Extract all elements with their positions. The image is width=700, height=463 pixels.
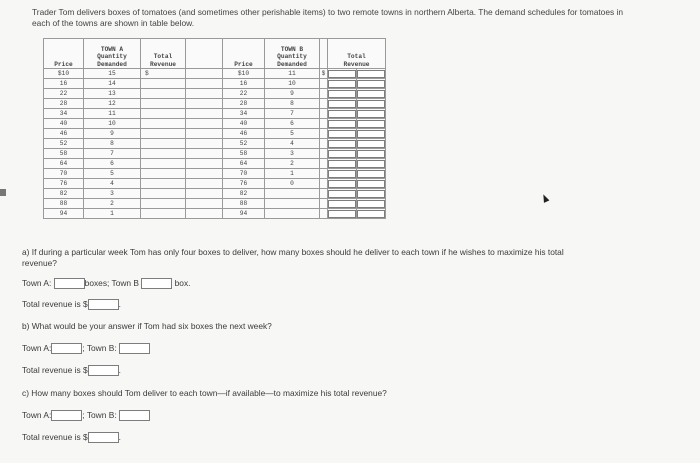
question-b-answer-row: Town A: ; Town B:: [22, 343, 150, 354]
revenue-input[interactable]: [328, 110, 356, 118]
c-total-revenue-input[interactable]: [88, 432, 119, 443]
town-a-demand-table: [43, 38, 224, 219]
price-cell: 22: [223, 89, 265, 99]
revenue-answer-cell[interactable]: [328, 189, 357, 199]
quantity-cell: 8: [265, 99, 320, 109]
revenue-answer-cell[interactable]: [357, 69, 386, 79]
table-row: [44, 159, 224, 169]
table-row: [44, 99, 224, 109]
question-a-answer-row: Town A: boxes; Town B box.: [22, 278, 191, 288]
revenue-cell: [141, 109, 186, 119]
quantity-cell: 4: [265, 139, 320, 149]
price-cell: 94: [44, 209, 84, 219]
quantity-cell: 10: [84, 119, 141, 129]
blank-cell: [186, 179, 224, 189]
dollar-cell: $: [320, 69, 328, 79]
revenue-answer-cell[interactable]: [357, 139, 386, 149]
table-row: [44, 119, 224, 129]
quantity-cell: [265, 209, 320, 219]
revenue-input[interactable]: [328, 100, 356, 108]
price-cell: $10: [44, 69, 84, 79]
revenue-input[interactable]: [328, 210, 356, 218]
revenue-cell: [141, 129, 186, 139]
table-row: [44, 129, 224, 139]
table-row: [44, 79, 224, 89]
table-row: [223, 79, 386, 89]
revenue-input[interactable]: [357, 140, 385, 148]
revenue-cell: [141, 149, 186, 159]
revenue-answer-cell[interactable]: [328, 149, 357, 159]
revenue-cell: $: [141, 69, 186, 79]
price-cell: $10: [223, 69, 265, 79]
price-cell: 58: [223, 149, 265, 159]
table-row: [44, 109, 224, 119]
dollar-cell: [320, 109, 328, 119]
price-cell: 34: [44, 109, 84, 119]
table-row: [223, 119, 386, 129]
price-cell: 46: [223, 129, 265, 139]
dollar-cell: [320, 129, 328, 139]
revenue-input[interactable]: [328, 190, 356, 198]
quantity-cell: 1: [265, 169, 320, 179]
blank-cell: [186, 109, 224, 119]
revenue-input[interactable]: [328, 120, 356, 128]
dollar-cell: [320, 79, 328, 89]
revenue-answer-cell[interactable]: [328, 69, 357, 79]
table-row: [44, 89, 224, 99]
table-row: [223, 69, 386, 79]
price-cell: 88: [44, 199, 84, 209]
quantity-cell: 11: [84, 109, 141, 119]
town-b-title: TOWN B: [280, 45, 304, 53]
problem-intro: Trader Tom delivers boxes of tomatoes (and sometimes other perishable items) to two remote towns in northern Alberta. The demand schedules for tomatoes in each of the towns are shown in table below.: [32, 7, 624, 28]
revenue-input[interactable]: [357, 160, 385, 168]
quantity-cell: 15: [84, 69, 141, 79]
revenue-answer-cell[interactable]: [328, 89, 357, 99]
total-revenue-header: Total Revenue: [328, 39, 386, 69]
question-b-total-row: Total revenue is $ .: [22, 365, 121, 375]
price-cell: 70: [223, 169, 265, 179]
blank-cell: [186, 79, 224, 89]
revenue-answer-cell[interactable]: [328, 129, 357, 139]
table-row: [223, 209, 386, 219]
table-row: [44, 69, 224, 79]
quantity-cell: 12: [84, 99, 141, 109]
revenue-input[interactable]: [357, 200, 385, 208]
blank-header: [186, 39, 224, 69]
quantity-demanded-header: TOWN A Quantity Demanded: [84, 39, 141, 69]
total-revenue-header: Total Revenue: [141, 39, 186, 69]
town-b-demand-table: [222, 38, 386, 219]
blank-cell: [186, 169, 224, 179]
revenue-answer-cell[interactable]: [357, 189, 386, 199]
left-edge-mark: [0, 189, 6, 196]
question-c: c) How many boxes should Tom deliver to each town—if available—to maximize his total revenue?: [22, 388, 387, 398]
question-a: a) If during a particular week Tom has only four boxes to deliver, how many boxes should he deliver to each town if he wishes to maximize his total revenue?: [22, 247, 564, 268]
table-row: [44, 139, 224, 149]
revenue-input[interactable]: [357, 180, 385, 188]
revenue-answer-cell[interactable]: [357, 159, 386, 169]
price-header: Price: [223, 39, 265, 69]
dollar-cell: [320, 149, 328, 159]
blank-cell: [186, 119, 224, 129]
revenue-cell: [141, 179, 186, 189]
a-town-a-input[interactable]: [54, 278, 85, 289]
dollar-header: [320, 39, 328, 69]
quantity-cell: 5: [84, 169, 141, 179]
b-total-revenue-input[interactable]: [88, 365, 119, 376]
b-town-a-input[interactable]: [51, 343, 82, 354]
price-cell: 76: [44, 179, 84, 189]
revenue-answer-cell[interactable]: [328, 199, 357, 209]
table-row: [223, 189, 386, 199]
revenue-input[interactable]: [357, 70, 385, 78]
revenue-answer-cell[interactable]: [328, 99, 357, 109]
quantity-cell: 6: [84, 159, 141, 169]
c-town-b-input[interactable]: [119, 410, 150, 421]
price-cell: 58: [44, 149, 84, 159]
revenue-input[interactable]: [328, 90, 356, 98]
revenue-answer-cell[interactable]: [357, 199, 386, 209]
table-row: [44, 169, 224, 179]
blank-cell: [186, 69, 224, 79]
quantity-cell: 7: [84, 149, 141, 159]
revenue-input[interactable]: [328, 150, 356, 158]
blank-cell: [186, 99, 224, 109]
table-row: [44, 209, 224, 219]
blank-cell: [186, 159, 224, 169]
revenue-answer-cell[interactable]: [328, 169, 357, 179]
a-total-revenue-input[interactable]: [88, 299, 119, 310]
revenue-answer-cell[interactable]: [328, 209, 357, 219]
quantity-cell: 0: [265, 179, 320, 189]
quantity-cell: 4: [84, 179, 141, 189]
revenue-cell: [141, 159, 186, 169]
price-cell: 22: [44, 89, 84, 99]
table-row: [44, 149, 224, 159]
quantity-cell: 8: [84, 139, 141, 149]
blank-cell: [186, 139, 224, 149]
price-cell: 28: [44, 99, 84, 109]
a-town-b-input[interactable]: [141, 278, 172, 289]
blank-cell: [186, 149, 224, 159]
quantity-cell: 14: [84, 79, 141, 89]
table-row: [223, 169, 386, 179]
dollar-cell: [320, 99, 328, 109]
price-cell: 52: [223, 139, 265, 149]
revenue-input[interactable]: [357, 150, 385, 158]
b-town-b-input[interactable]: [119, 343, 150, 354]
question-b: b) What would be your answer if Tom had six boxes the next week?: [22, 321, 272, 331]
c-town-a-input[interactable]: [51, 410, 82, 421]
revenue-input[interactable]: [357, 210, 385, 218]
price-cell: 82: [44, 189, 84, 199]
dollar-cell: [320, 199, 328, 209]
table-row: [223, 199, 386, 209]
quantity-cell: [265, 189, 320, 199]
quantity-cell: 3: [265, 149, 320, 159]
revenue-cell: [141, 119, 186, 129]
quantity-cell: 5: [265, 129, 320, 139]
revenue-answer-cell[interactable]: [357, 169, 386, 179]
revenue-answer-cell[interactable]: [357, 179, 386, 189]
revenue-answer-cell[interactable]: [357, 119, 386, 129]
revenue-input[interactable]: [357, 120, 385, 128]
table-row: [223, 129, 386, 139]
price-header: Price: [44, 39, 84, 69]
blank-cell: [186, 199, 224, 209]
town-a-title: TOWN A: [100, 45, 124, 53]
quantity-demanded-header: TOWN B Quantity Demanded: [265, 39, 320, 69]
quantity-cell: 7: [265, 109, 320, 119]
blank-cell: [186, 209, 224, 219]
revenue-cell: [141, 79, 186, 89]
table-row: [223, 159, 386, 169]
revenue-cell: [141, 189, 186, 199]
revenue-input[interactable]: [357, 130, 385, 138]
table-row: [44, 199, 224, 209]
table-row: [223, 139, 386, 149]
revenue-cell: [141, 199, 186, 209]
dollar-cell: [320, 209, 328, 219]
revenue-cell: [141, 209, 186, 219]
quantity-cell: [265, 199, 320, 209]
dollar-cell: [320, 89, 328, 99]
revenue-answer-cell[interactable]: [328, 79, 357, 89]
quantity-cell: 1: [84, 209, 141, 219]
quantity-cell: 2: [265, 159, 320, 169]
revenue-input[interactable]: [328, 140, 356, 148]
price-cell: 40: [44, 119, 84, 129]
revenue-input[interactable]: [357, 170, 385, 178]
revenue-input[interactable]: [357, 100, 385, 108]
quantity-cell: 6: [265, 119, 320, 129]
revenue-answer-cell[interactable]: [328, 119, 357, 129]
dollar-cell: [320, 139, 328, 149]
quantity-cell: 2: [84, 199, 141, 209]
price-cell: 40: [223, 119, 265, 129]
revenue-cell: [141, 169, 186, 179]
price-cell: 28: [223, 99, 265, 109]
table-row: [223, 179, 386, 189]
price-cell: 64: [44, 159, 84, 169]
quantity-cell: 13: [84, 89, 141, 99]
price-cell: 88: [223, 199, 265, 209]
quantity-cell: 3: [84, 189, 141, 199]
revenue-answer-cell[interactable]: [328, 109, 357, 119]
revenue-answer-cell[interactable]: [328, 139, 357, 149]
mouse-cursor-icon: [541, 193, 550, 203]
revenue-cell: [141, 89, 186, 99]
dollar-cell: [320, 159, 328, 169]
revenue-input[interactable]: [328, 170, 356, 178]
question-a-total-row: Total revenue is $ .: [22, 299, 121, 309]
question-c-answer-row: Town A: ; Town B:: [22, 410, 150, 421]
revenue-input[interactable]: [357, 90, 385, 98]
dollar-cell: [320, 119, 328, 129]
quantity-cell: 11: [265, 69, 320, 79]
revenue-answer-cell[interactable]: [357, 79, 386, 89]
table-row: [44, 179, 224, 189]
table-row: [223, 149, 386, 159]
price-cell: 52: [44, 139, 84, 149]
quantity-cell: 10: [265, 79, 320, 89]
price-cell: 94: [223, 209, 265, 219]
price-cell: 34: [223, 109, 265, 119]
question-c-total-row: Total revenue is $ .: [22, 432, 121, 442]
quantity-cell: 9: [265, 89, 320, 99]
revenue-input[interactable]: [328, 130, 356, 138]
price-cell: 46: [44, 129, 84, 139]
revenue-input[interactable]: [357, 110, 385, 118]
price-cell: 70: [44, 169, 84, 179]
revenue-answer-cell[interactable]: [357, 209, 386, 219]
quantity-cell: 9: [84, 129, 141, 139]
price-cell: 16: [223, 79, 265, 89]
revenue-input[interactable]: [328, 180, 356, 188]
revenue-cell: [141, 99, 186, 109]
price-cell: 82: [223, 189, 265, 199]
table-row: [44, 189, 224, 199]
price-cell: 76: [223, 179, 265, 189]
revenue-answer-cell[interactable]: [357, 89, 386, 99]
price-cell: 64: [223, 159, 265, 169]
revenue-answer-cell[interactable]: [328, 179, 357, 189]
blank-cell: [186, 189, 224, 199]
table-row: [223, 89, 386, 99]
blank-cell: [186, 129, 224, 139]
revenue-input[interactable]: [357, 190, 385, 198]
dollar-cell: [320, 189, 328, 199]
dollar-cell: [320, 169, 328, 179]
revenue-answer-cell[interactable]: [357, 109, 386, 119]
revenue-input[interactable]: [328, 160, 356, 168]
price-cell: 16: [44, 79, 84, 89]
dollar-cell: [320, 179, 328, 189]
revenue-input[interactable]: [357, 80, 385, 88]
revenue-answer-cell[interactable]: [357, 149, 386, 159]
revenue-cell: [141, 139, 186, 149]
revenue-answer-cell[interactable]: [328, 159, 357, 169]
blank-cell: [186, 89, 224, 99]
table-row: [223, 109, 386, 119]
revenue-input[interactable]: [328, 200, 356, 208]
revenue-answer-cell[interactable]: [357, 99, 386, 109]
revenue-input[interactable]: [328, 70, 356, 78]
revenue-answer-cell[interactable]: [357, 129, 386, 139]
revenue-input[interactable]: [328, 80, 356, 88]
table-row: [223, 99, 386, 109]
